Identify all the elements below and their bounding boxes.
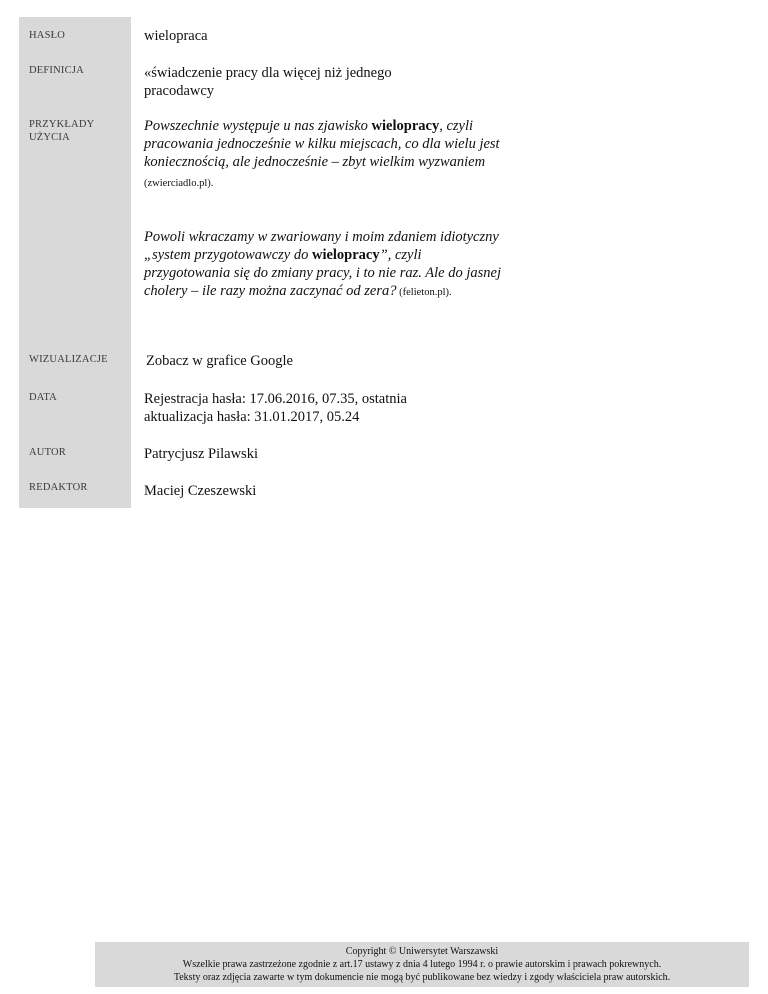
date-line2: aktualizacja hasła: 31.01.2017, 05.24	[144, 409, 360, 425]
definition-line1: «świadczenie pracy dla więcej niż jednego	[144, 65, 392, 81]
footer-line1: Copyright © Uniwersytet Warszawski	[345, 946, 499, 957]
label-przyklady	[29, 118, 94, 144]
label-autor: AUTOR	[29, 447, 66, 458]
definition-line2: pracodawcy	[144, 83, 215, 99]
definition	[144, 64, 392, 100]
label-definicja: DEFINICJA	[29, 65, 84, 76]
copyright-footer	[95, 942, 749, 987]
label-data: DATA	[29, 392, 57, 403]
example1-text-after: , czyli pracowania jednocześnie w kilku miejscach, co dla wielu jest koniecznością, ale jednocześnie – zbyt wielkim wyzwaniem	[144, 118, 500, 170]
label-column	[19, 17, 131, 508]
label-przyklady-line2: UŻYCIA	[29, 132, 70, 143]
label-wizualizacje: WIZUALIZACJE	[29, 354, 108, 365]
example2-text-after: ”, czyli przygotowania się do zmiany pracy, i to nie raz. Ale do jasnej cholery – ile razy można zaczynać od zera?	[144, 247, 501, 299]
date-info	[144, 390, 407, 426]
example1-text-before: Powszechnie występuje u nas zjawisko	[144, 118, 372, 134]
example1-source: (zwierciadlo.pl).	[144, 178, 214, 189]
author-name: Patrycjusz Pilawski	[144, 446, 258, 462]
google-images-link[interactable]: Zobacz w grafice Google	[146, 353, 293, 369]
example2-text-before: Powoli wkraczamy w zwariowany i moim zdaniem idiotyczny „system przygotowawczy do	[144, 229, 499, 263]
footer-line3: Teksty oraz zdjęcia zawarte w tym dokumencie nie mogą być publikowane bez wiedzy i zgody właściciela praw autorskich.	[173, 972, 671, 983]
headword: wielopraca	[144, 28, 208, 44]
footer-line2: Wszelkie prawa zastrzeżone zgodnie z art.17 ustawy z dnia 4 lutego 1994 r. o prawie autorskim i prawach pokrewnych.	[182, 959, 662, 970]
usage-example-2	[144, 228, 504, 302]
example1-term: wielopracy	[371, 118, 440, 134]
label-przyklady-line1: PRZYKŁADY	[29, 119, 95, 130]
example2-source: (felieton.pl).	[396, 287, 452, 298]
label-haslo: HASŁO	[29, 30, 66, 41]
label-redaktor: REDAKTOR	[29, 482, 88, 493]
usage-example-1	[144, 117, 504, 193]
editor-name: Maciej Czeszewski	[144, 483, 257, 499]
date-line1: Rejestracja hasła: 17.06.2016, 07.35, ostatnia	[144, 391, 407, 407]
example2-term: wielopracy	[311, 247, 380, 263]
